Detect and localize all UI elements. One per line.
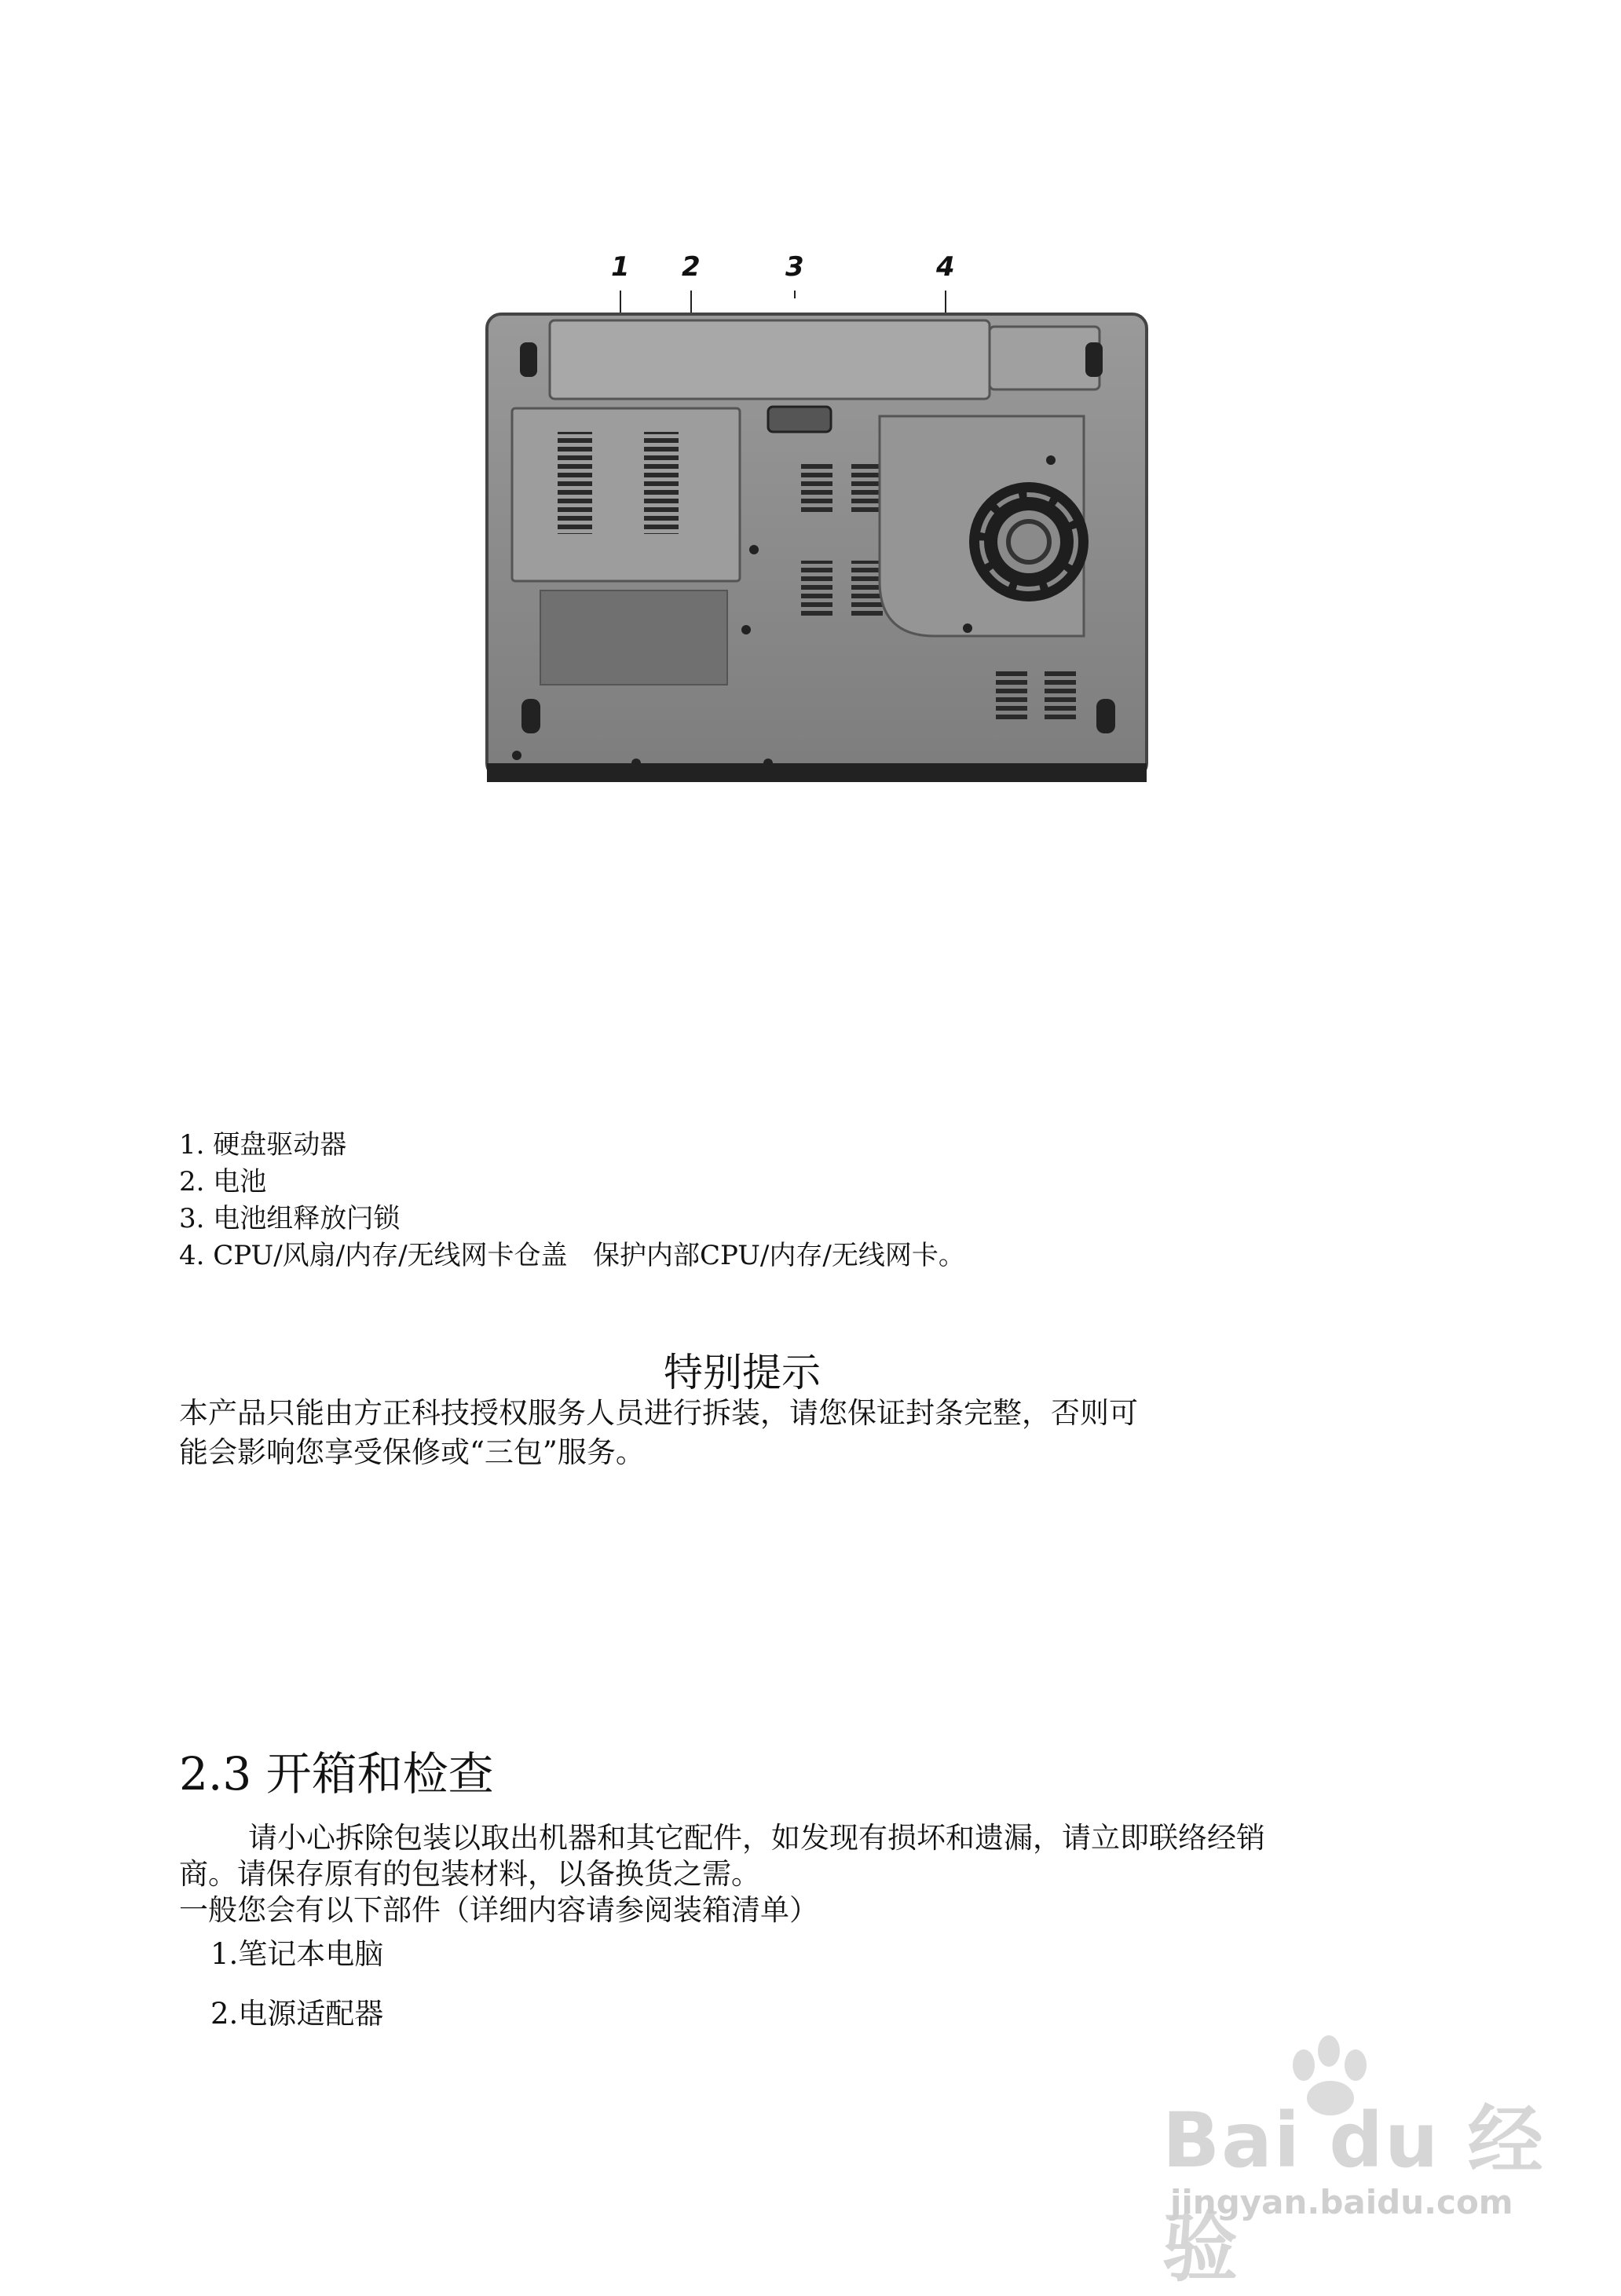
watermark-logo: Bai du 经验 [1162,2097,1545,2292]
section-paragraph [179,1820,1467,1929]
callout-3: 3 [785,251,804,283]
laptop-underside-illustration [471,283,1162,785]
list-item: 3. 电池组释放闩锁 [179,1203,401,1234]
list-item: 1. 硬盘驱动器 [179,1129,347,1161]
list-item: 4. CPU/风扇/内存/无线网卡仓盖 保护内部CPU/内存/无线网卡。 [179,1240,965,1271]
section-title: 2.3 开箱和检查 [179,1747,494,1801]
component-list [179,1127,965,1274]
watermark-url: jingyan.baidu.com [1170,2183,1513,2221]
notice-title: 特别提示 [664,1350,821,1395]
list-item: 1.笔记本电脑 [210,1937,384,1971]
list-item: 2.电源适配器 [210,1997,384,2031]
baidu-jingyan-watermark [1131,2034,1571,2292]
callout-4: 4 [936,251,955,283]
list-item: 2. 电池 [179,1166,267,1197]
notice-line: 本产品只能由方正科技授权服务人员进行拆装，请您保证封条完整，否则可 [179,1396,1138,1430]
callout-1: 1 [611,251,630,283]
paragraph-line: 商。请保存原有的包装材料，以备换货之需。 [179,1857,760,1891]
notice-body [179,1394,1373,1472]
paragraph-line: 请小心拆除包装以取出机器和其它配件，如发现有损坏和遗漏，请立即联络经销 [248,1821,1265,1855]
notice-line: 能会影响您享受保修或“三包”服务。 [179,1435,645,1469]
callout-2: 2 [682,251,701,283]
paragraph-line: 一般您会有以下部件（详细内容请参阅装箱清单） [179,1893,818,1927]
laptop-bottom-figure [471,251,1162,801]
